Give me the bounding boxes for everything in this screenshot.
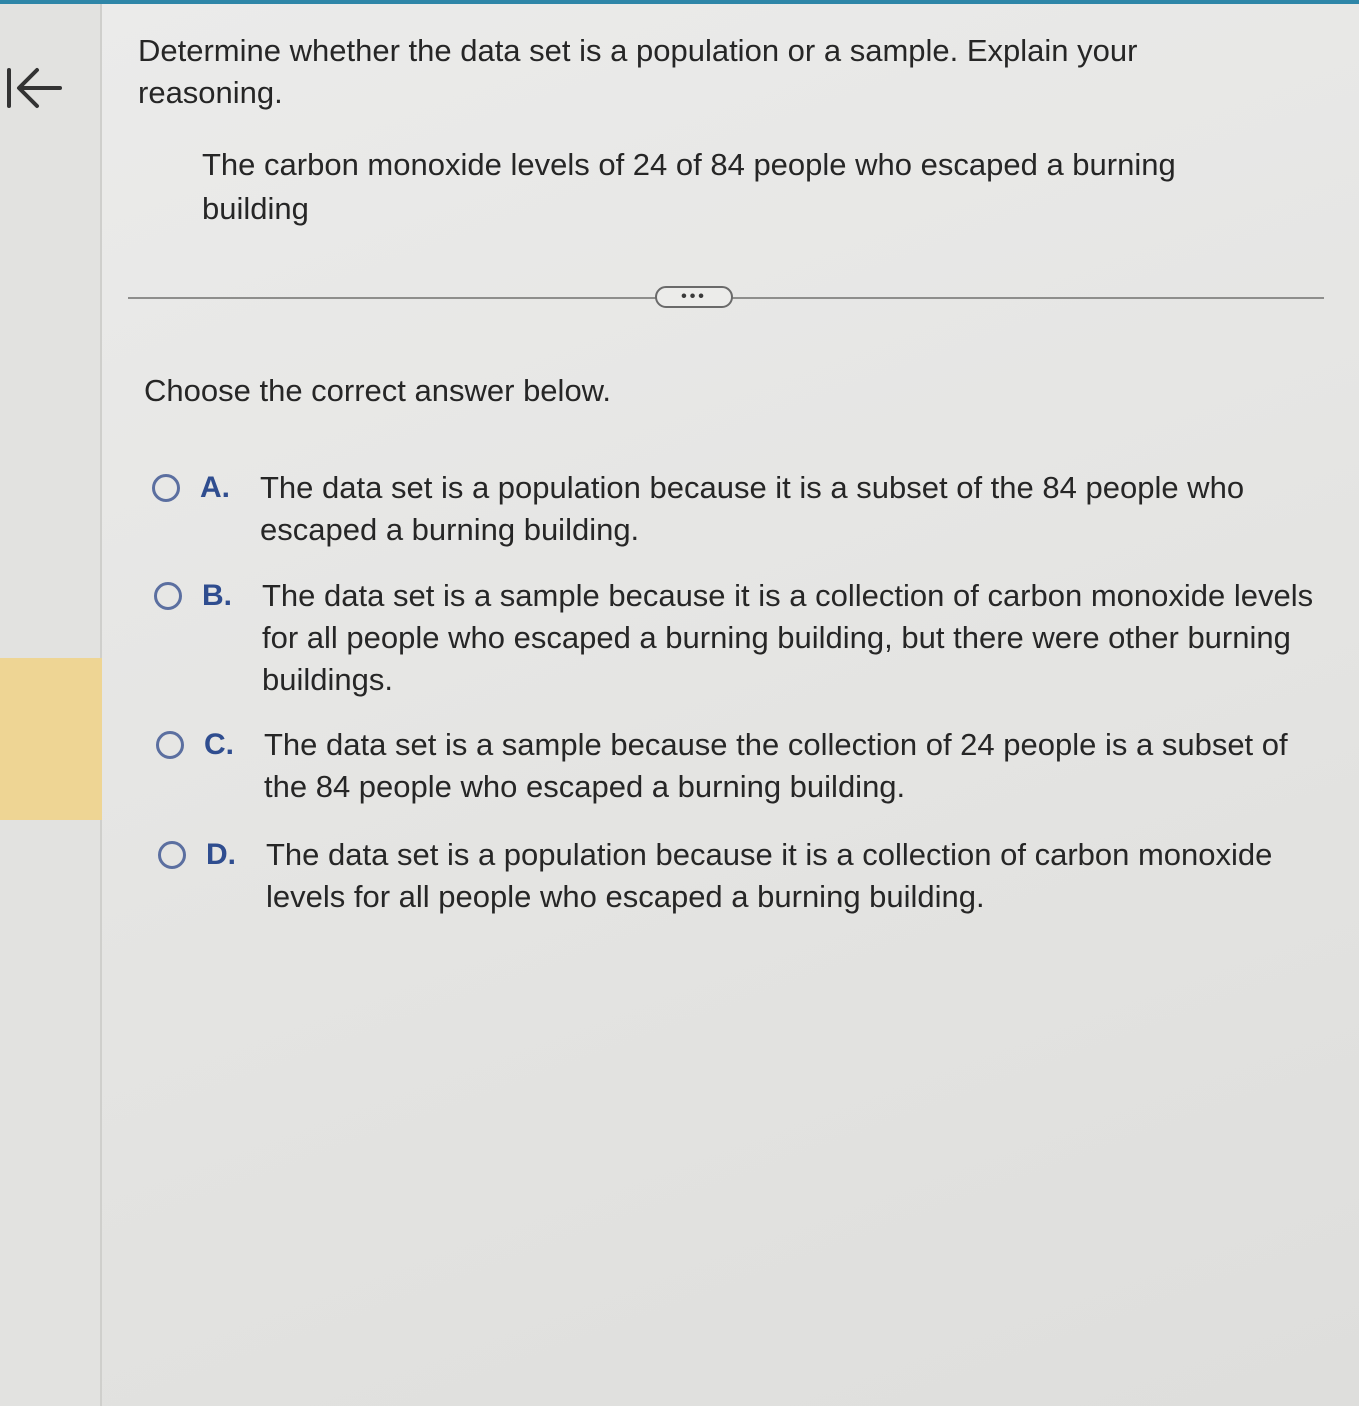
option-text: The data set is a sample because the collection of 24 people is a subset of the 84 people who escaped a burning building. [264,727,1288,804]
question-prompt: Determine whether the data set is a population or a sample. Explain your reasoning. [138,33,1138,110]
radio-unselected-icon[interactable] [156,731,184,759]
option-letter: A. [200,471,230,504]
radio-unselected-icon[interactable] [158,841,186,869]
answer-instruction: Choose the correct answer below. [144,373,611,408]
answer-option-d[interactable] [158,834,1318,918]
expand-more-button[interactable]: ••• [655,286,733,308]
current-question-indicator [0,658,106,820]
collapse-left-icon [4,64,62,112]
option-letter: B. [202,579,232,612]
radio-unselected-icon[interactable] [152,474,180,502]
answer-option-b[interactable] [154,575,1314,701]
option-text: The data set is a population because it is a collection of carbon monoxide levels for all people who escaped a burning building. [266,837,1273,914]
option-text: The data set is a population because it is a subset of the 84 people who escaped a burning building. [260,470,1245,547]
data-set-description: The carbon monoxide levels of 24 of 84 people who escaped a burning building [202,147,1176,226]
option-letter: D. [206,838,236,871]
answer-option-c[interactable] [156,724,1316,808]
radio-unselected-icon[interactable] [154,582,182,610]
answer-option-a[interactable] [152,467,1312,551]
option-text: The data set is a sample because it is a collection of carbon monoxide levels for all people who escaped a burning building, but there were other burning buildings. [262,578,1314,697]
collapse-sidebar-button[interactable] [2,58,64,118]
option-letter: C. [204,728,234,761]
